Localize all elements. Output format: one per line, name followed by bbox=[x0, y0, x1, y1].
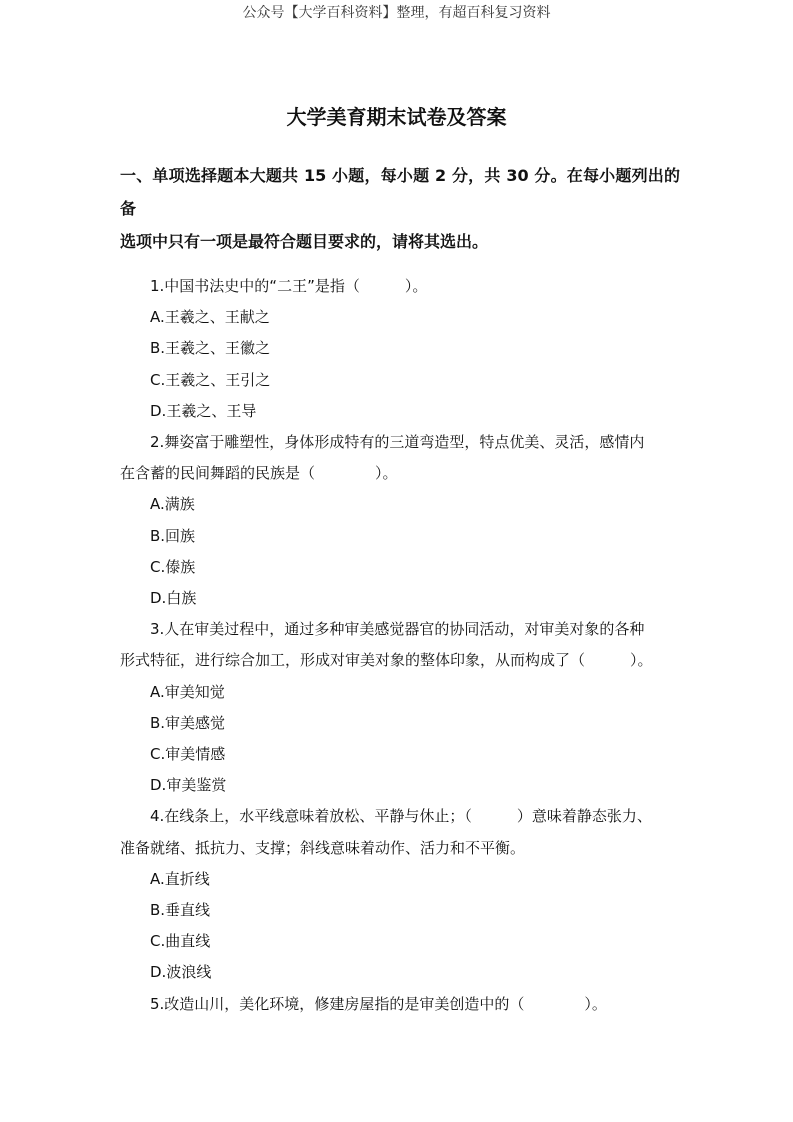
section-heading-line: 一、单项选择题本大题共 15 小题，每小题 2 分，共 30 分。在每小题列出的备 bbox=[120, 166, 680, 218]
answer-option: A.王羲之、王献之 bbox=[150, 308, 270, 327]
question-stem-line: 在含蓄的民间舞蹈的民族是（ ）。 bbox=[120, 464, 398, 483]
question-stem-line: 准备就绪、抵抗力、支撑；斜线意味着动作、活力和不平衡。 bbox=[120, 838, 526, 857]
answer-option: C.审美情感 bbox=[150, 745, 226, 764]
question bbox=[120, 989, 680, 1020]
page-header: 公众号【大学百科资料】整理，有超百科复习资料 bbox=[242, 5, 551, 21]
answer-option: A.审美知觉 bbox=[150, 682, 225, 701]
question-stem-line: 3.人在审美过程中，通过多种审美感觉器官的协同活动，对审美对象的各种 bbox=[150, 620, 645, 639]
question-stem-line: 2.舞姿富于雕塑性，身体形成特有的三道弯造型，特点优美、灵活，感情内 bbox=[150, 433, 645, 452]
answer-option: B.回族 bbox=[150, 526, 196, 545]
answer-option: B.垂直线 bbox=[150, 901, 211, 920]
question-stem-line: 5.改造山川，美化环境，修建房屋指的是审美创造中的（ ）。 bbox=[150, 994, 607, 1013]
answer-option: B.审美感觉 bbox=[150, 713, 226, 732]
question-list bbox=[120, 271, 680, 1020]
section-heading-line: 选项中只有一项是最符合题目要求的，请将其选出。 bbox=[120, 232, 489, 251]
answer-option: D.白族 bbox=[150, 589, 197, 608]
question bbox=[120, 271, 680, 427]
question bbox=[120, 427, 680, 614]
answer-option: B.王羲之、王徽之 bbox=[150, 339, 271, 358]
answer-option: D.波浪线 bbox=[150, 963, 212, 982]
answer-option: D.王羲之、王导 bbox=[150, 401, 257, 420]
question-stem-line: 4.在线条上，水平线意味着放松、平静与休止；（ ）意味着静态张力、 bbox=[150, 807, 652, 826]
answer-option: A.满族 bbox=[150, 495, 195, 514]
question bbox=[120, 801, 680, 988]
answer-option: D.审美鉴赏 bbox=[150, 776, 227, 795]
answer-option: A.直折线 bbox=[150, 869, 210, 888]
section-heading bbox=[120, 159, 680, 258]
document-title: 大学美育期末试卷及答案 bbox=[286, 105, 507, 129]
question-stem-line: 1.中国书法史中的“二王”是指（ ）。 bbox=[150, 277, 428, 295]
question-stem-line: 形式特征，进行综合加工，形成对审美对象的整体印象，从而构成了（ ）。 bbox=[120, 651, 653, 670]
question bbox=[120, 614, 680, 801]
answer-option: C.曲直线 bbox=[150, 932, 211, 951]
answer-option: C.傣族 bbox=[150, 557, 196, 576]
answer-option: C.王羲之、王引之 bbox=[150, 370, 271, 389]
